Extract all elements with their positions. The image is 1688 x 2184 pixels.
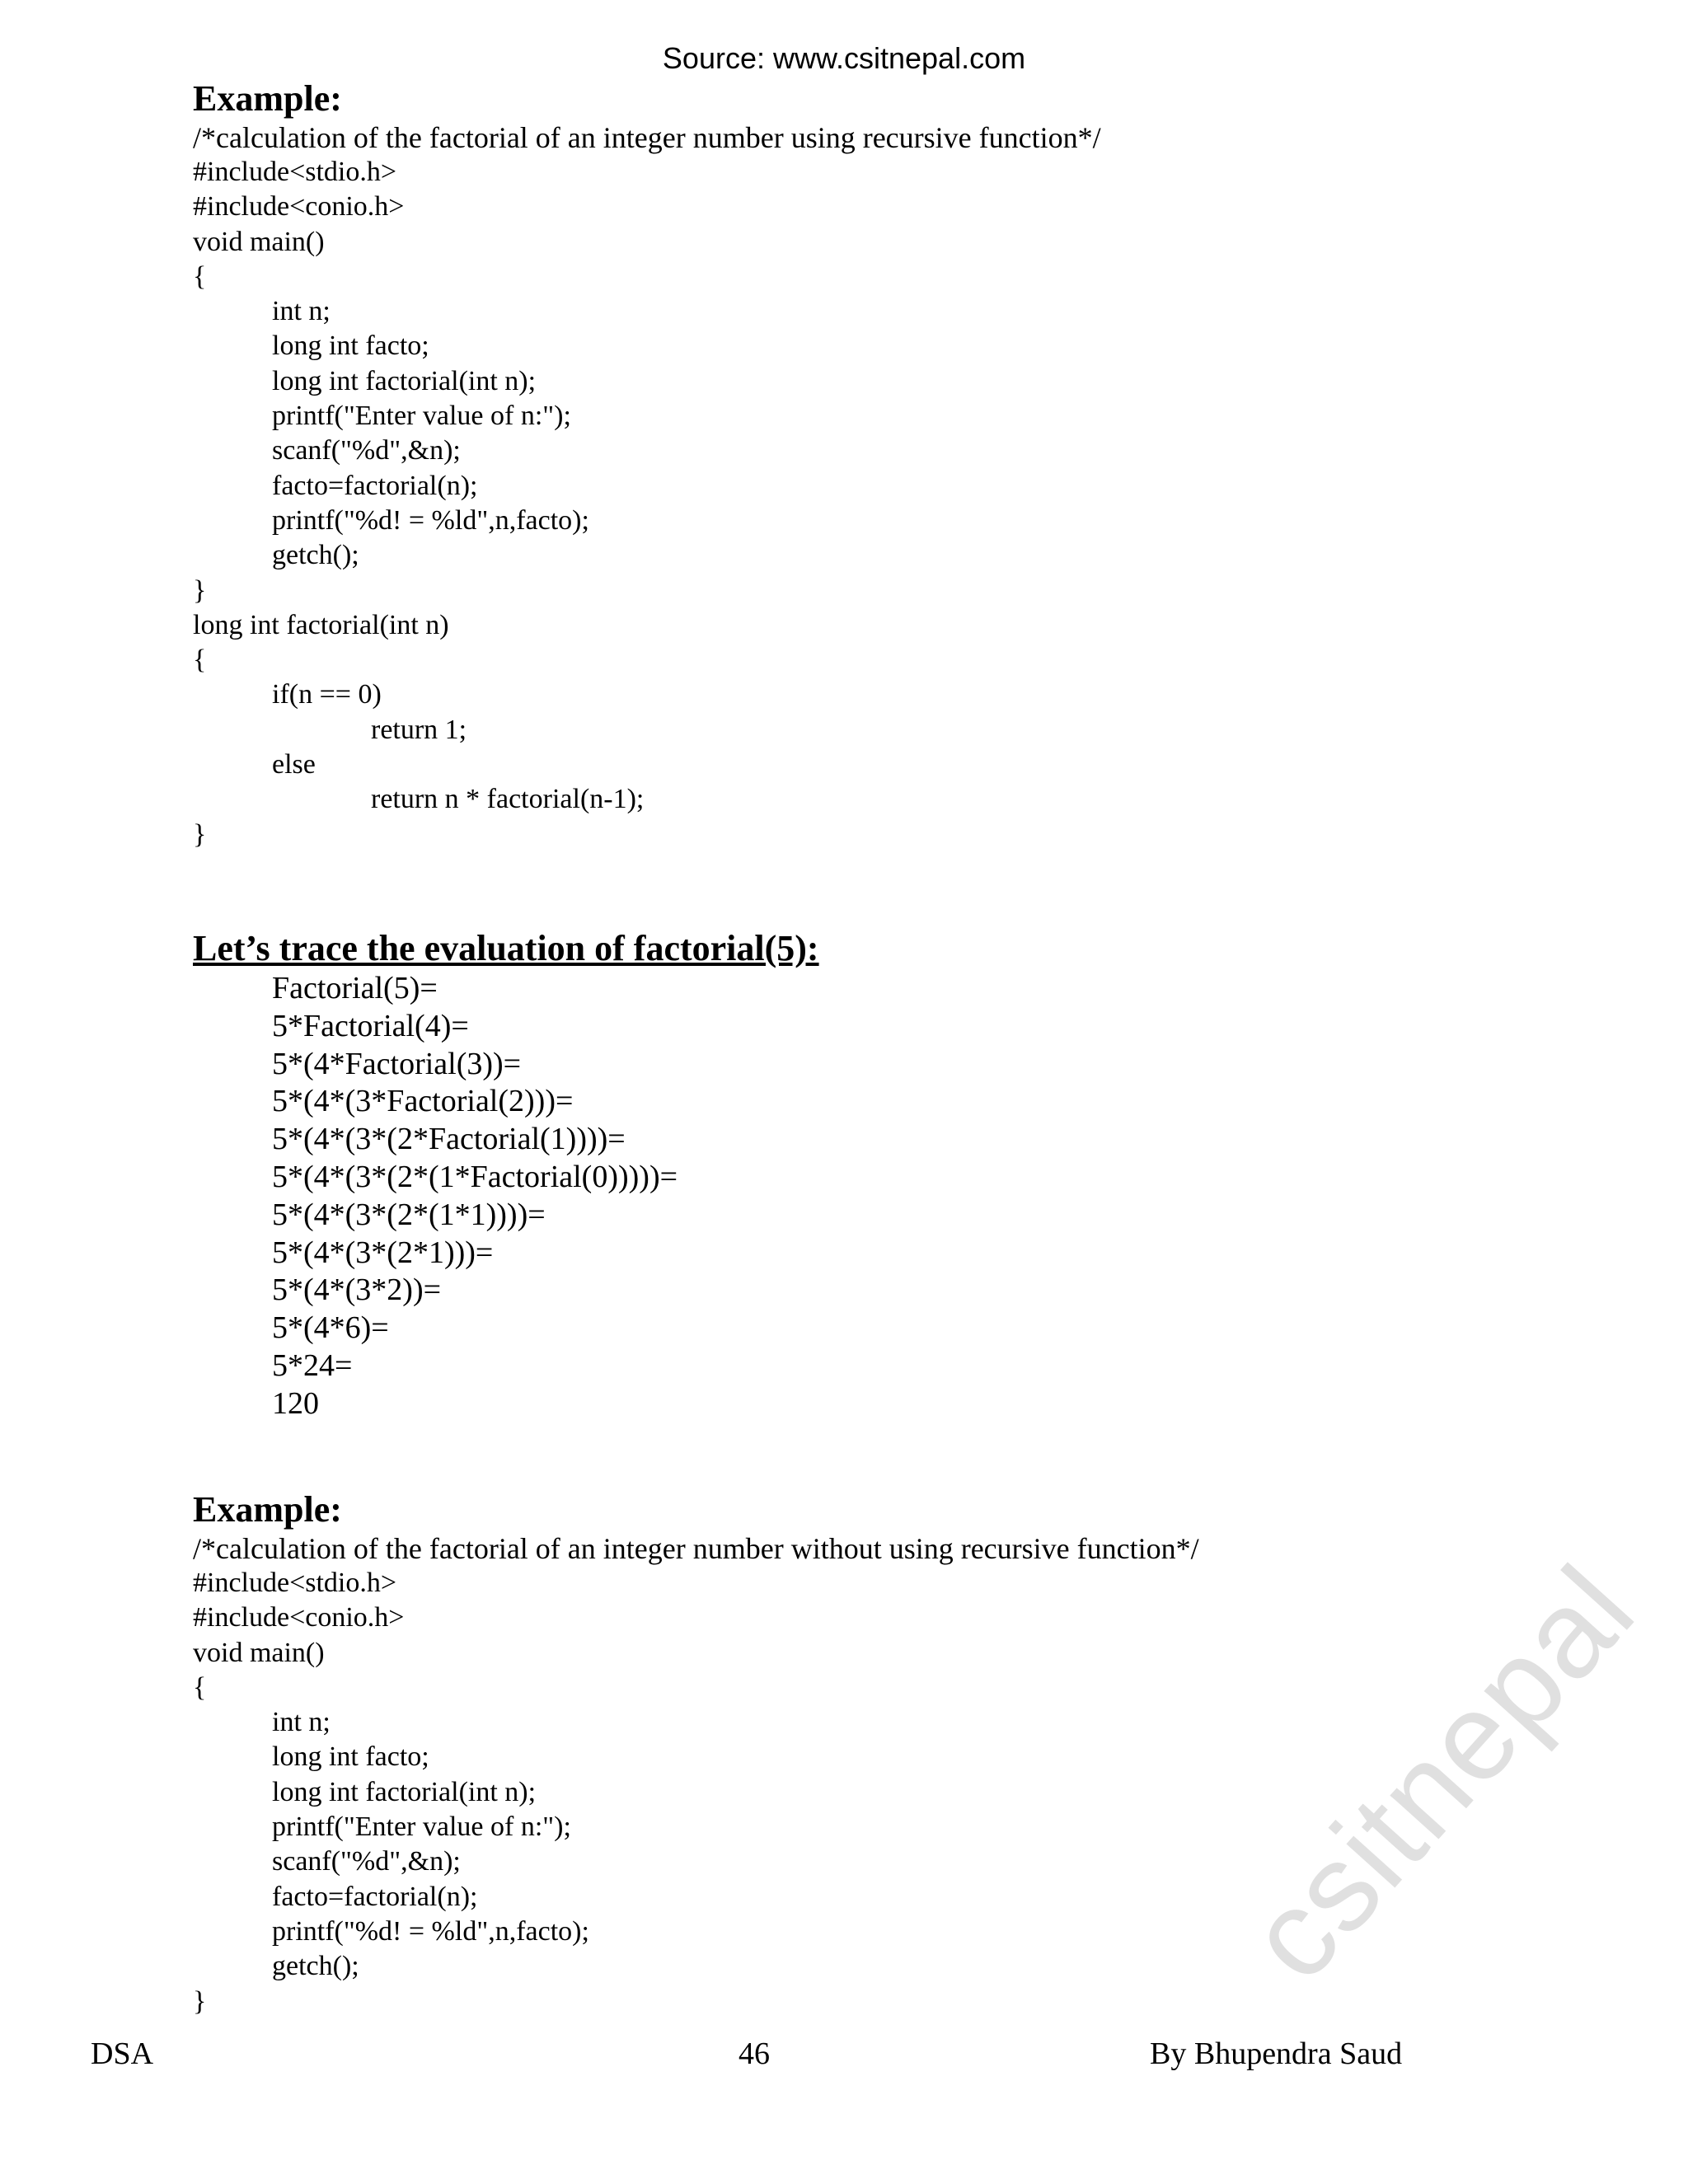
code-line: #include<conio.h> (193, 1602, 405, 1633)
code-line: int n; (272, 296, 331, 327)
trace-line: Factorial(5)= (272, 971, 438, 1005)
trace-heading: Let’s trace the evaluation of factorial(5): (193, 928, 819, 968)
trace-line: 5*(4*(3*(2*1)))= (272, 1235, 494, 1270)
code-line: scanf("%d",&n); (272, 1846, 461, 1877)
example-2-code (193, 1566, 1199, 2019)
code-line: #include<stdio.h> (193, 157, 397, 187)
code-line: #include<stdio.h> (193, 1568, 397, 1598)
code-line: void main() (193, 1637, 325, 1668)
code-line: facto=factorial(n); (272, 470, 478, 501)
code-line: int n; (272, 1707, 331, 1738)
trace-line: 5*Factorial(4)= (272, 1008, 469, 1043)
trace-line: 5*(4*Factorial(3))= (272, 1046, 522, 1081)
trace-lines (193, 970, 819, 1423)
footer-author: By Bhupendra Saud (1150, 2036, 1403, 2071)
code-line: { (193, 260, 207, 292)
example-1-comment: /*calculation of the factorial of an integer number using recursive function*/ (193, 121, 1101, 154)
example-2 (193, 1488, 1199, 2019)
code-line: printf("%d! = %ld",n,facto); (272, 1915, 589, 1947)
footer-course: DSA (91, 2036, 154, 2071)
example-2-heading: Example: (193, 1489, 342, 1530)
example-2-comment: /*calculation of the factorial of an integer number without using recursive function*/ (193, 1532, 1199, 1565)
example-1-heading: Example: (193, 78, 342, 119)
code-line: if(n == 0) (272, 679, 382, 710)
trace-line: 5*(4*(3*(2*Factorial(1))))= (272, 1122, 626, 1157)
code-line: long int factorial(int n) (193, 609, 449, 640)
code-line: long int facto; (272, 1741, 429, 1773)
trace-line: 5*24= (272, 1347, 353, 1383)
code-line: else (272, 749, 316, 780)
code-line: printf("%d! = %ld",n,facto); (272, 504, 589, 536)
code-line: return n * factorial(n-1); (371, 784, 645, 815)
code-line: return 1; (371, 714, 467, 745)
trace-line: 5*(4*(3*Factorial(2)))= (272, 1084, 574, 1119)
page-number: 46 (738, 2036, 770, 2071)
code-line: { (193, 644, 207, 676)
code-line: #include<conio.h> (193, 191, 405, 223)
code-line: } (193, 1985, 207, 2017)
trace-line: 5*(4*(3*2))= (272, 1272, 442, 1308)
code-line: { (193, 1671, 207, 1703)
code-line: long int factorial(int n); (272, 1776, 537, 1807)
trace-line: 120 (272, 1385, 319, 1421)
code-line: getch(); (272, 1951, 359, 1982)
trace-line: 5*(4*(3*(2*(1*Factorial(0)))))= (272, 1159, 678, 1194)
code-line: scanf("%d",&n); (272, 435, 461, 466)
code-line: void main() (193, 226, 325, 257)
code-line: printf("Enter value of n:"); (272, 1811, 571, 1843)
example-1 (193, 77, 1101, 852)
code-line: facto=factorial(n); (272, 1881, 478, 1912)
code-line: getch(); (272, 540, 359, 571)
source-line: Source: www.csitnepal.com (662, 41, 1026, 75)
trace-line: 5*(4*(3*(2*(1*1))))= (272, 1197, 546, 1232)
code-line: } (193, 574, 207, 606)
code-line: long int facto; (272, 330, 429, 362)
code-line: long int factorial(int n); (272, 365, 537, 396)
trace-section (193, 927, 819, 1423)
example-1-code (193, 155, 1101, 852)
code-line: printf("Enter value of n:"); (272, 401, 571, 432)
watermark: csitnepal (1221, 1539, 1661, 2006)
trace-line: 5*(4*6)= (272, 1310, 389, 1346)
code-line: } (193, 818, 207, 850)
